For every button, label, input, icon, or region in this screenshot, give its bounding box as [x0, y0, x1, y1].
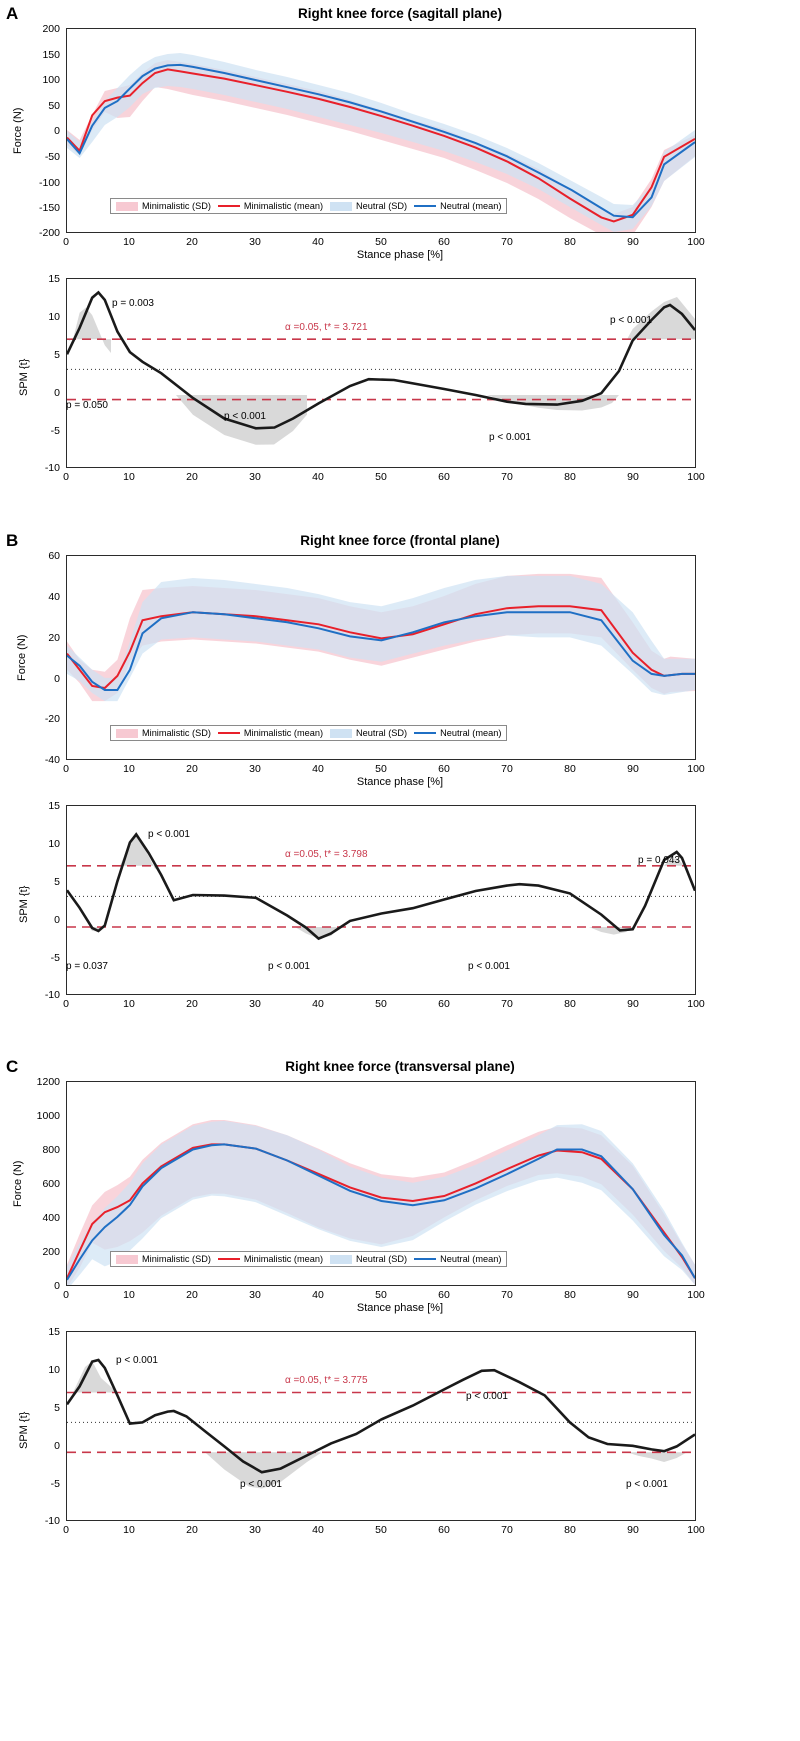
x-tick: 90: [627, 1289, 639, 1301]
panel-b-p-annotation: p < 0.001: [268, 961, 310, 972]
y-tick: 0: [54, 1440, 60, 1452]
x-tick: 30: [249, 1289, 261, 1301]
x-tick: 100: [687, 236, 705, 248]
x-tick: 40: [312, 763, 324, 775]
x-tick: 40: [312, 1289, 324, 1301]
x-tick: 40: [312, 998, 324, 1010]
y-tick: -10: [44, 462, 60, 474]
x-tick: 40: [312, 1524, 324, 1536]
x-tick: 50: [375, 763, 387, 775]
panel-c-alpha-label: α =0.05, t* = 3.775: [285, 1375, 368, 1386]
x-tick: 60: [438, 998, 450, 1010]
x-tick: 100: [687, 471, 705, 483]
x-tick: 10: [123, 763, 135, 775]
neutral-sd-swatch: [330, 729, 352, 738]
y-tick: 10: [48, 838, 60, 850]
panel-a-y-label: Force (N): [12, 107, 24, 154]
panel-b-spm-y-label: SPM {t}: [18, 885, 30, 923]
y-tick: 50: [48, 99, 60, 112]
legend-label: Minimalistic (SD): [142, 201, 211, 211]
panel-a-p-annotation: p < 0.001: [610, 315, 652, 326]
legend-item-minimalistic-mean: [218, 1254, 323, 1264]
x-tick: 80: [564, 471, 576, 483]
x-tick: 30: [249, 1524, 261, 1536]
panel-c: [0, 1053, 800, 1741]
x-tick: 20: [186, 763, 198, 775]
panel-c-legend: [110, 1251, 507, 1267]
x-tick: 20: [186, 1289, 198, 1301]
minimalistic-mean-swatch: [218, 732, 240, 735]
legend-label: Minimalistic (SD): [142, 728, 211, 738]
panel-b-p-annotation: p < 0.001: [148, 829, 190, 840]
x-tick: 90: [627, 1524, 639, 1536]
y-tick: 100: [42, 74, 60, 87]
x-tick: 30: [249, 236, 261, 248]
y-tick: -5: [50, 425, 60, 437]
y-tick: 5: [54, 876, 60, 888]
x-tick: 80: [564, 1289, 576, 1301]
minimalistic-sd-swatch: [116, 202, 138, 211]
y-tick: -40: [44, 754, 60, 766]
y-tick: 10: [48, 1364, 60, 1376]
panel-b-p-annotation: p = 0.043: [638, 855, 680, 866]
x-tick: 0: [63, 998, 69, 1010]
x-tick: 30: [249, 998, 261, 1010]
panel-a-p-annotation: p = 0.050: [66, 400, 108, 411]
x-tick: 70: [501, 998, 513, 1010]
panel-b-title: Right knee force (frontal plane): [300, 533, 500, 548]
legend-item-minimalistic-mean: [218, 201, 323, 211]
x-tick: 90: [627, 236, 639, 248]
panel-a-spm-frame: [66, 278, 696, 468]
y-tick: -20: [44, 713, 60, 725]
legend-item-neutral-sd: [330, 1254, 407, 1264]
neutral-sd-swatch: [330, 202, 352, 211]
x-tick: 70: [501, 763, 513, 775]
x-tick: 60: [438, 1289, 450, 1301]
x-tick: 60: [438, 1524, 450, 1536]
panel-c-p-annotation: p < 0.001: [240, 1479, 282, 1490]
panel-a-x-label: Stance phase [%]: [356, 249, 444, 261]
panel-b-spm-chart: [0, 800, 800, 1035]
panel-b: [0, 527, 800, 1047]
legend-label: Minimalistic (mean): [243, 201, 324, 211]
y-tick: 0: [54, 387, 60, 399]
x-tick: 30: [249, 763, 261, 775]
x-tick: 80: [564, 763, 576, 775]
y-tick: 5: [54, 349, 60, 361]
panel-a-force-chart: [0, 6, 800, 261]
x-tick: 100: [687, 763, 705, 775]
y-tick: -50: [44, 151, 60, 163]
legend-label: Minimalistic (mean): [243, 1254, 324, 1264]
minimalistic-sd-swatch: [116, 729, 138, 738]
x-tick: 20: [186, 471, 198, 483]
x-tick: 0: [63, 236, 69, 248]
x-tick: 10: [123, 236, 135, 248]
panel-b-alpha-label: α =0.05, t* = 3.798: [285, 849, 368, 860]
panel-b-force-chart: [0, 533, 800, 788]
x-tick: 0: [63, 763, 69, 775]
y-tick: 60: [48, 550, 60, 562]
x-tick: 90: [627, 998, 639, 1010]
legend-item-minimalistic-sd: [116, 201, 211, 211]
panel-c-letter: C: [6, 1057, 19, 1076]
y-tick: -10: [44, 1515, 60, 1527]
x-tick: 60: [438, 471, 450, 483]
x-tick: 100: [687, 998, 705, 1010]
panel-c-y-label: Force (N): [12, 1160, 24, 1207]
panel-b-y-label: Force (N): [16, 634, 28, 681]
x-tick: 40: [312, 236, 324, 248]
y-tick: 600: [42, 1178, 60, 1190]
legend-label: Neutral (mean): [440, 728, 502, 738]
panel-b-legend: [110, 725, 507, 741]
panel-a-alpha-label: α =0.05, t* = 3.721: [285, 322, 368, 333]
panel-a-spm-chart: [0, 273, 800, 508]
y-tick: 5: [54, 1402, 60, 1414]
minimalistic-mean-swatch: [218, 205, 240, 208]
y-tick: 10: [48, 311, 60, 323]
x-tick: 20: [186, 998, 198, 1010]
x-tick: 100: [687, 1289, 705, 1301]
x-tick: 60: [438, 236, 450, 248]
y-tick: 40: [48, 591, 60, 603]
panel-c-force-chart: [0, 1059, 800, 1314]
x-tick: 10: [123, 1289, 135, 1301]
legend-item-neutral-sd: [330, 728, 407, 738]
legend-item-neutral-mean: [414, 201, 501, 211]
x-tick: 30: [249, 471, 261, 483]
x-tick: 90: [627, 763, 639, 775]
legend-label: Minimalistic (SD): [142, 1254, 211, 1264]
legend-item-minimalistic-sd: [116, 1254, 211, 1264]
x-tick: 100: [687, 1524, 705, 1536]
y-tick: -200: [38, 227, 60, 239]
x-tick: 90: [627, 471, 639, 483]
neutral-mean-swatch: [414, 732, 436, 735]
y-tick: 15: [48, 273, 60, 285]
panel-b-p-annotation: p < 0.001: [468, 961, 510, 972]
legend-label: Neutral (SD): [356, 728, 408, 738]
y-tick: -150: [38, 202, 60, 215]
panel-c-p-annotation: p < 0.001: [466, 1391, 508, 1402]
y-tick: -5: [50, 952, 60, 964]
y-tick: -10: [44, 989, 60, 1001]
x-tick: 0: [63, 471, 69, 483]
legend-label: Minimalistic (mean): [243, 728, 324, 738]
panel-a-title: Right knee force (sagitall plane): [297, 6, 503, 21]
panel-c-spm-y-label: SPM {t}: [18, 1411, 30, 1449]
panel-b-x-label: Stance phase [%]: [356, 776, 444, 788]
x-tick: 20: [186, 236, 198, 248]
y-tick: -5: [50, 1478, 60, 1490]
x-tick: 70: [501, 236, 513, 248]
minimalistic-sd-swatch: [116, 1255, 138, 1264]
panel-c-spm-svg: [67, 1332, 695, 1520]
panel-a-p-annotation: p = 0.003: [112, 298, 154, 309]
x-tick: 80: [564, 1524, 576, 1536]
x-tick: 70: [501, 471, 513, 483]
panel-a-letter: A: [6, 4, 19, 23]
legend-item-neutral-mean: [414, 1254, 501, 1264]
legend-label: Neutral (SD): [356, 201, 408, 211]
x-tick: 50: [375, 471, 387, 483]
legend-item-neutral-sd: [330, 201, 407, 211]
y-tick: 0: [54, 914, 60, 926]
neutral-mean-swatch: [414, 205, 436, 208]
x-tick: 10: [123, 1524, 135, 1536]
panel-c-p-annotation: p < 0.001: [116, 1355, 158, 1366]
panel-a-legend: [110, 198, 507, 214]
panel-b-p-annotation: p = 0.037: [66, 961, 108, 972]
neutral-mean-swatch: [414, 1258, 436, 1261]
y-tick: 15: [48, 800, 60, 812]
x-tick: 70: [501, 1289, 513, 1301]
legend-item-minimalistic-sd: [116, 728, 211, 738]
legend-label: Neutral (SD): [356, 1254, 408, 1264]
y-tick: 800: [42, 1144, 60, 1156]
x-tick: 50: [375, 1289, 387, 1301]
minimalistic-mean-swatch: [218, 1258, 240, 1261]
x-tick: 10: [123, 998, 135, 1010]
y-tick: 400: [42, 1212, 60, 1224]
panel-b-letter: B: [6, 531, 19, 550]
panel-c-p-annotation: p < 0.001: [626, 1479, 668, 1490]
panel-a: [0, 0, 800, 520]
x-tick: 50: [375, 998, 387, 1010]
x-tick: 20: [186, 1524, 198, 1536]
y-tick: 1200: [36, 1076, 60, 1088]
x-tick: 0: [63, 1524, 69, 1536]
y-tick: 200: [42, 1246, 60, 1258]
legend-item-minimalistic-mean: [218, 728, 323, 738]
y-tick: 0: [54, 673, 60, 685]
y-tick: 0: [54, 1280, 60, 1292]
y-tick: 20: [48, 632, 60, 644]
x-tick: 80: [564, 236, 576, 248]
y-tick: 200: [42, 23, 60, 35]
y-tick: -100: [38, 176, 60, 189]
panel-c-title: Right knee force (transversal plane): [285, 1059, 515, 1074]
panel-a-spm-svg: [67, 279, 695, 467]
x-tick: 60: [438, 763, 450, 775]
x-tick: 70: [501, 1524, 513, 1536]
y-tick: 150: [42, 48, 60, 61]
x-tick: 10: [123, 471, 135, 483]
panel-a-spm-y-label: SPM {t}: [18, 358, 30, 396]
neutral-sd-swatch: [330, 1255, 352, 1264]
legend-label: Neutral (mean): [440, 201, 502, 211]
x-tick: 80: [564, 998, 576, 1010]
y-tick: 1000: [36, 1110, 60, 1122]
x-tick: 50: [375, 236, 387, 248]
y-tick: 15: [48, 1326, 60, 1338]
legend-item-neutral-mean: [414, 728, 501, 738]
panel-c-spm-frame: [66, 1331, 696, 1521]
x-tick: 50: [375, 1524, 387, 1536]
x-tick: 0: [63, 1289, 69, 1301]
legend-label: Neutral (mean): [440, 1254, 502, 1264]
panel-a-p-annotation: p < 0.001: [489, 432, 531, 443]
panel-c-x-label: Stance phase [%]: [356, 1302, 444, 1314]
panel-c-spm-chart: [0, 1326, 800, 1566]
x-tick: 40: [312, 471, 324, 483]
panel-a-p-annotation: p < 0.001: [224, 411, 266, 422]
y-tick: 0: [54, 125, 60, 138]
